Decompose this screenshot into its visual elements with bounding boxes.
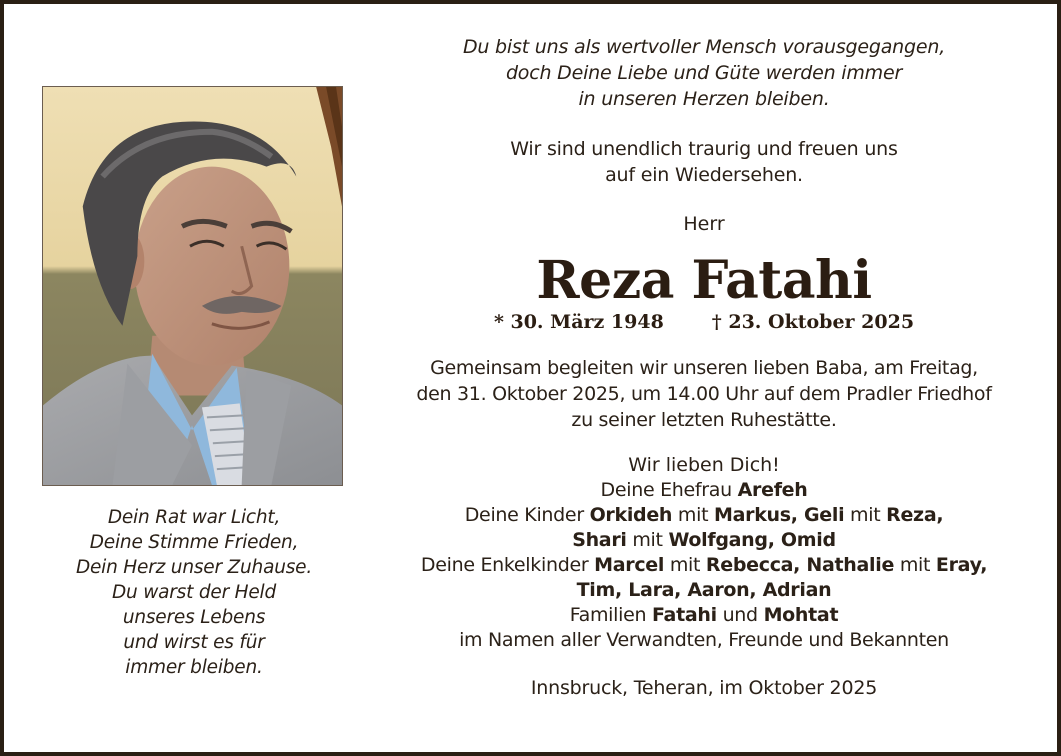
quote-line: doch Deine Liebe und Güte werden immer bbox=[505, 62, 903, 84]
quote-line: in unseren Herzen bleiben. bbox=[578, 88, 830, 110]
mourner-name: Fatahi bbox=[651, 604, 717, 626]
mourner-name: Orkideh bbox=[589, 504, 673, 526]
mourner-line bbox=[374, 553, 1034, 578]
mourner-line bbox=[374, 528, 1034, 553]
mourner-text: und bbox=[716, 604, 764, 626]
mourner-line bbox=[374, 578, 1034, 603]
funeral-line: zu seiner letzten Ruhestätte. bbox=[571, 409, 837, 431]
funeral-line: Gemeinsam begleiten wir unseren lieben Baba, am Freitag, bbox=[430, 357, 978, 379]
quote-line: Du bist uns als wertvoller Mensch vorausgegangen, bbox=[462, 36, 946, 58]
poem-line: immer bleiben. bbox=[125, 657, 263, 678]
mourner-text: Deine Enkelkinder bbox=[420, 554, 595, 576]
poem-line: unseres Lebens bbox=[122, 607, 266, 628]
obituary-main-text bbox=[374, 34, 1034, 701]
life-dates bbox=[374, 309, 1034, 335]
memorial-poem bbox=[34, 505, 354, 680]
mourner-name: Eray, bbox=[935, 554, 988, 576]
portrait-photo bbox=[42, 86, 343, 486]
mourner-text: Familien bbox=[569, 604, 652, 626]
mourner-text: mit bbox=[664, 554, 706, 576]
salutation: Herr bbox=[683, 213, 725, 235]
mourner-name: Markus, Geli bbox=[714, 504, 845, 526]
death-date: † 23. Oktober 2025 bbox=[711, 311, 915, 333]
mourner-name: Wolfgang, Omid bbox=[668, 529, 836, 551]
mourner-name: Rebecca, Nathalie bbox=[705, 554, 895, 576]
poem-line: Du warst der Held bbox=[111, 582, 277, 603]
mourner-name: Arefeh bbox=[737, 479, 808, 501]
sorrow-statement bbox=[374, 136, 1034, 188]
poem-line: Deine Stimme Frieden, bbox=[89, 532, 299, 553]
sorrow-line: Wir sind unendlich traurig und freuen uns bbox=[510, 138, 898, 160]
mourner-line bbox=[374, 628, 1034, 653]
mourner-name: Mohtat bbox=[763, 604, 839, 626]
mourner-text: mit bbox=[844, 504, 887, 526]
mourner-name: Shari bbox=[572, 529, 627, 551]
poem-line: Dein Rat war Licht, bbox=[107, 507, 281, 528]
mourner-line bbox=[374, 603, 1034, 628]
mourner-line bbox=[374, 503, 1034, 528]
opening-quote bbox=[374, 34, 1034, 112]
poem-line: Dein Herz unser Zuhause. bbox=[75, 557, 313, 578]
mourner-name: Reza, bbox=[886, 504, 944, 526]
love-line: Wir lieben Dich! bbox=[628, 454, 780, 476]
mourner-text: Deine Kinder bbox=[464, 504, 590, 526]
mourner-name: Marcel bbox=[594, 554, 665, 576]
funeral-line: den 31. Oktober 2025, um 14.00 Uhr auf dem Pradler Friedhof bbox=[416, 383, 992, 405]
sorrow-line: auf ein Wiedersehen. bbox=[605, 164, 803, 186]
mourner-text: Deine Ehefrau bbox=[600, 479, 738, 501]
mourner-name: Tim, Lara, Aaron, Adrian bbox=[576, 579, 832, 601]
poem-line: und wirst es für bbox=[123, 632, 265, 653]
portrait-image bbox=[43, 87, 342, 485]
mourner-line bbox=[374, 478, 1034, 503]
mourner-text: im Namen aller Verwandten, Freunde und Bekannten bbox=[459, 629, 949, 651]
deceased-name: Reza Fatahi bbox=[536, 250, 872, 311]
place-date: Innsbruck, Teheran, im Oktober 2025 bbox=[530, 677, 878, 699]
mourner-text: mit bbox=[672, 504, 714, 526]
funeral-notice bbox=[374, 355, 1034, 433]
mourner-text: mit bbox=[626, 529, 669, 551]
birth-date: * 30. März 1948 bbox=[493, 311, 664, 333]
mourners-list bbox=[374, 478, 1034, 653]
mourner-text: mit bbox=[894, 554, 936, 576]
